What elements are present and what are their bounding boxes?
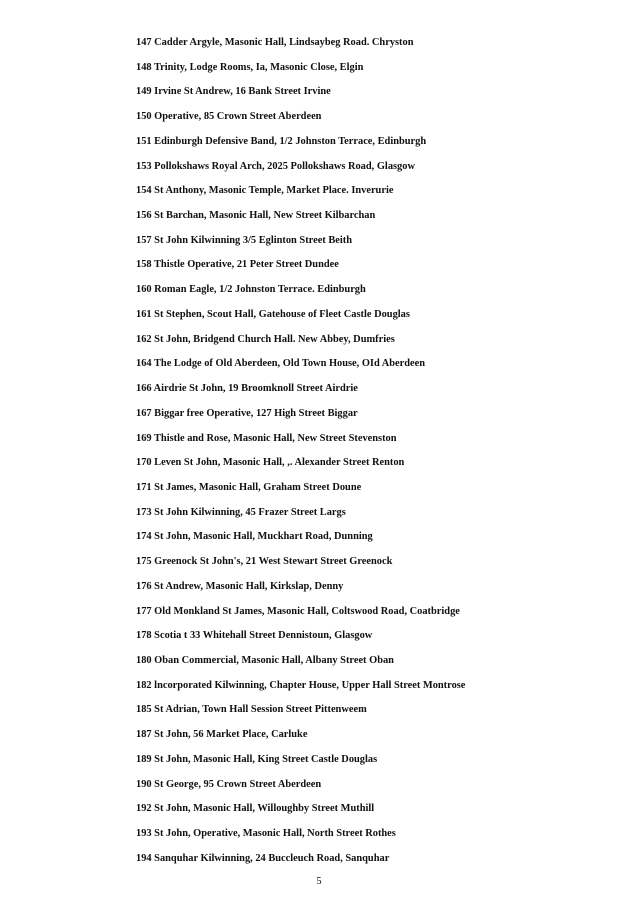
lodge-entry: 169 Thistle and Rose, Masonic Hall, New Street Stevenston [136,432,397,444]
lodge-entry: 171 St James, Masonic Hall, Graham Street Doune [136,481,362,493]
lodge-entry: 175 Greenock St John's, 21 West Stewart Street Greenock [136,556,393,568]
lodge-entry: 174 St John, Masonic Hall, Muckhart Road, Dunning [136,531,373,543]
lodge-entry: 153 Pollokshaws Royal Arch, 2025 Pollokshaws Road, Glasgow [136,160,415,172]
lodge-entry: 167 Biggar free Operative, 127 High Street Biggar [136,407,358,419]
lodge-entry: 182 lncorporated Kilwinning, Chapter House, Upper Hall Street Montrose [136,679,466,691]
lodge-entry: 166 Airdrie St John, 19 Broomknoll Street Airdrie [136,383,358,395]
lodge-entry: 162 St John, Bridgend Church Hall. New Abbey, Dumfries [136,333,395,345]
lodge-entry: 148 Trinity, Lodge Rooms, Ia, Masonic Close, Elgin [136,61,364,73]
lodge-entry: 147 Cadder Argyle, Masonic Hall, Lindsaybeg Road. Chryston [136,37,414,48]
lodge-entry: 149 Irvine St Andrew, 16 Bank Street Irvine [136,86,331,98]
lodge-entry: 178 Scotia t 33 Whitehall Street Dennistoun, Glasgow [136,630,373,642]
lodge-entry: 176 St Andrew, Masonic Hall, Kirkslap, Denny [136,580,344,592]
lodge-entry: 156 St Barchan, Masonic Hall, New Street Kilbarchan [136,210,376,222]
lodge-entry: 193 St John, Operative, Masonic Hall, North Street Rothes [136,828,396,839]
lodge-entry: 154 St Anthony, Masonic Temple, Market Place. Inverurie [136,185,394,197]
page-number: 5 [316,876,322,887]
lodge-entry: 189 St John, Masonic Hall, King Street Castle Douglas [136,753,378,765]
lodge-list [136,35,616,875]
lodge-entry: 164 The Lodge of Old Aberdeen, Old Town House, OId Aberdeen [136,358,426,370]
lodge-entry: 170 Leven St John, Masonic Hall, ,. Alexander Street Renton [136,457,405,469]
lodge-entry: 185 St Adrian, Town Hall Session Street Pittenweem [136,704,367,716]
lodge-entry: 180 Oban Commercial, Masonic Hall, Albany Street Oban [136,654,394,666]
lodge-entry: 177 Old Monkland St James, Masonic Hall, Coltswood Road, Coatbridge [136,605,460,617]
lodge-entry: 158 Thistle Operative, 21 Peter Street Dundee [136,259,339,271]
lodge-entry: 192 St John, Masonic Hall, Willoughby Street Muthill [136,803,375,815]
lodge-entry: 190 St George, 95 Crown Street Aberdeen [136,778,322,790]
lodge-entry: 157 St John Kilwinning 3/5 Eglinton Street Beith [136,234,353,246]
lodge-entry: 151 Edinburgh Defensive Band, 1/2 Johnston Terrace, Edinburgh [136,135,427,147]
lodge-entry: 173 St John Kilwinning, 45 Frazer Street Largs [136,506,346,518]
lodge-entry: 161 St Stephen, Scout Hall, Gatehouse of Fleet Castle Douglas [136,308,410,320]
lodge-entry: 194 Sanquhar Kilwinning, 24 Buccleuch Road, Sanquhar [136,852,390,864]
lodge-entry: 187 St John, 56 Market Place, Carluke [136,729,308,741]
lodge-entry: 150 Operative, 85 Crown Street Aberdeen [136,111,322,123]
lodge-entry: 160 Roman Eagle, 1/2 Johnston Terrace. Edinburgh [136,284,366,296]
